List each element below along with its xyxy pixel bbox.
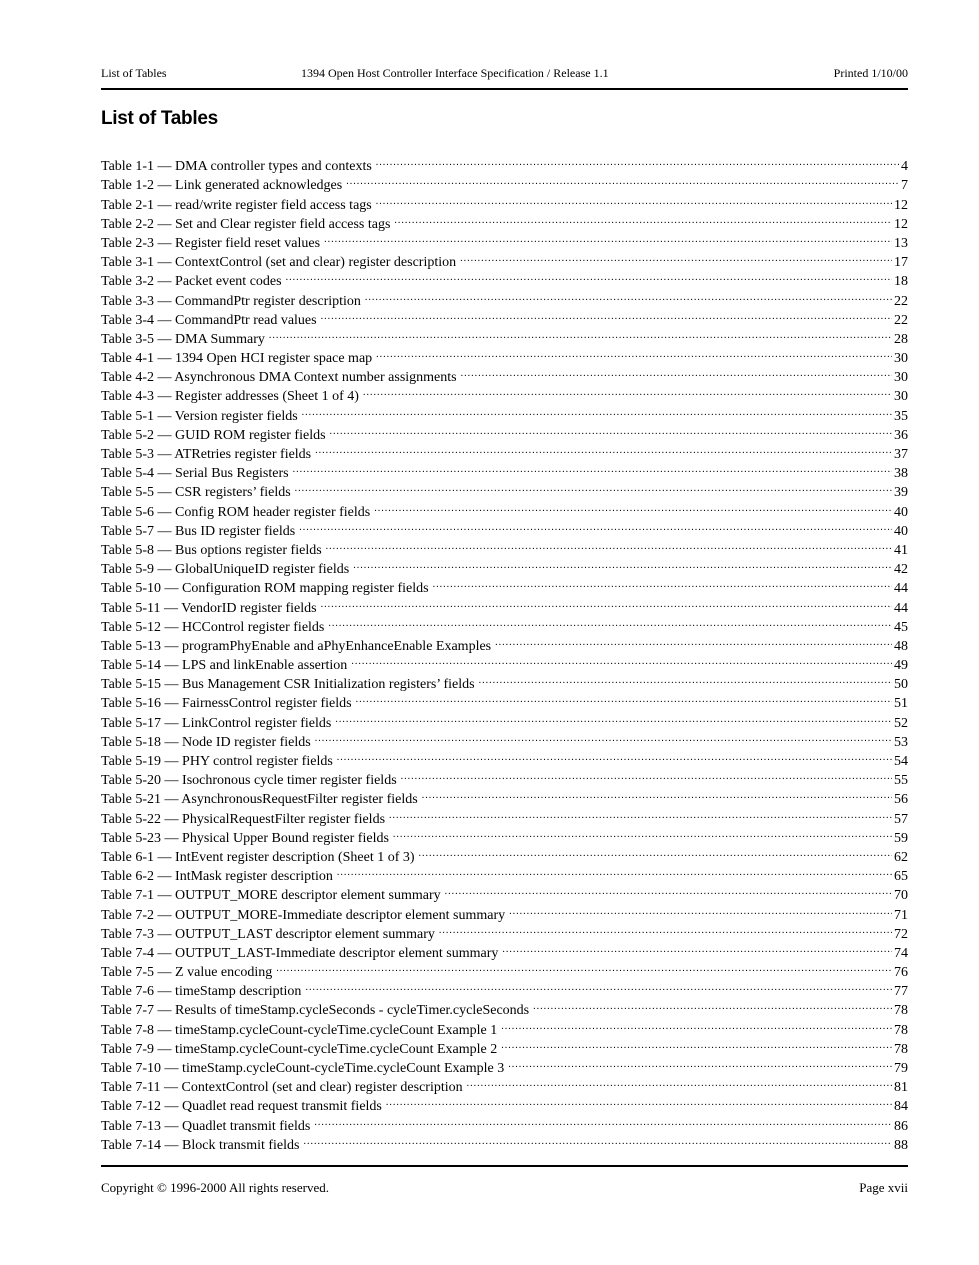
toc-entry-label: Table 5-15 — Bus Management CSR Initialization registers’ fields <box>101 677 475 693</box>
toc-entry-page: 30 <box>894 389 908 405</box>
dot-leader <box>315 727 892 746</box>
dot-leader <box>376 189 892 208</box>
toc-entry-page: 22 <box>894 312 908 328</box>
dot-leader <box>330 420 892 439</box>
dot-leader <box>321 592 892 611</box>
toc-entry-label: Table 4-1 — 1394 Open HCI register space map <box>101 351 373 367</box>
toc-entry-page: 30 <box>894 370 908 386</box>
dot-leader <box>302 400 892 419</box>
dot-leader <box>326 535 892 554</box>
toc-entry-page: 53 <box>894 734 908 750</box>
toc-entry-label: Table 6-1 — IntEvent register description (Sheet 1 of 3) <box>101 849 415 865</box>
dot-leader <box>299 516 892 535</box>
toc-entry-label: Table 5-16 — FairnessControl register fields <box>101 696 352 712</box>
toc-entry-label: Table 5-21 — AsynchronousRequestFilter register fields <box>101 792 418 808</box>
toc-entry-label: Table 5-9 — GlobalUniqueID register fields <box>101 562 350 578</box>
toc-entry-page: 78 <box>894 1022 908 1038</box>
toc-entry-label: Table 5-7 — Bus ID register fields <box>101 523 296 539</box>
toc-entry-page: 51 <box>894 696 908 712</box>
dot-leader <box>433 573 892 592</box>
dot-leader <box>269 324 892 343</box>
toc-entry-page: 79 <box>894 1061 908 1076</box>
toc-entry-page: 70 <box>894 888 908 904</box>
toc-entry-page: 44 <box>894 581 908 597</box>
toc-entry-label: Table 5-12 — HCControl register fields <box>101 619 325 635</box>
toc-entry-page: 74 <box>894 945 908 961</box>
toc-entry-page: 56 <box>894 792 908 808</box>
toc-entry-page: 76 <box>894 965 908 981</box>
toc-entry[interactable] <box>101 151 908 175</box>
toc-entry-label: Table 5-4 — Serial Bus Registers <box>101 466 289 482</box>
dot-leader <box>508 1053 892 1072</box>
toc-entry-page: 72 <box>894 926 908 942</box>
toc-entry-label: Table 5-17 — LinkControl register fields <box>101 715 332 731</box>
toc-entry-page: 30 <box>894 351 908 367</box>
toc-entry-label: Table 3-5 — DMA Summary <box>101 331 265 347</box>
toc-entry-label: Table 5-20 — Isochronous cycle timer register fields <box>101 773 397 789</box>
toc-entry-label: Table 5-19 — PHY control register fields <box>101 754 333 769</box>
dot-leader <box>337 861 892 880</box>
header-rule <box>101 88 908 90</box>
dot-leader <box>276 957 892 976</box>
toc-entry-label: Table 7-6 — timeStamp description <box>101 984 302 1000</box>
toc-entry-label: Table 5-1 — Version register fields <box>101 408 298 424</box>
toc-entry-label: Table 7-9 — timeStamp.cycleCount-cycleTime.cycleCount Example 2 <box>101 1041 498 1057</box>
dot-leader <box>351 650 892 669</box>
dot-leader <box>376 151 899 170</box>
dot-leader <box>479 669 892 688</box>
dot-leader <box>305 976 892 995</box>
dot-leader <box>419 842 892 861</box>
toc-entry-page: 36 <box>894 427 908 443</box>
dot-leader <box>501 1014 892 1033</box>
dot-leader <box>461 362 892 381</box>
dot-leader <box>365 285 892 304</box>
dot-leader <box>502 938 892 957</box>
toc-entry-label: Table 1-1 — DMA controller types and contexts <box>101 159 372 175</box>
dot-leader <box>363 381 892 400</box>
toc-entry-label: Table 5-10 — Configuration ROM mapping register fields <box>101 581 429 597</box>
toc-entry-page: 50 <box>894 677 908 693</box>
list-of-tables <box>101 151 908 1153</box>
dot-leader <box>422 784 892 803</box>
toc-entry-page: 44 <box>894 600 908 616</box>
header-document-title: 1394 Open Host Controller Interface Specification / Release 1.1 <box>301 66 609 80</box>
toc-entry-label: Table 7-8 — timeStamp.cycleCount-cycleTime.cycleCount Example 1 <box>101 1022 498 1038</box>
toc-entry-label: Table 5-8 — Bus options register fields <box>101 542 322 558</box>
toc-entry-page: 88 <box>894 1137 908 1153</box>
toc-entry-label: Table 5-13 — programPhyEnable and aPhyEnhanceEnable Examples <box>101 638 492 654</box>
toc-entry-label: Table 1-2 — Link generated acknowledges <box>101 178 343 194</box>
toc-entry-page: 17 <box>894 255 908 271</box>
dot-leader <box>439 919 892 938</box>
toc-entry-label: Table 5-5 — CSR registers’ fields <box>101 485 291 501</box>
toc-entry-page: 40 <box>894 523 908 539</box>
toc-entry-label: Table 3-3 — CommandPtr register description <box>101 293 361 309</box>
dot-leader <box>324 228 892 247</box>
toc-entry-label: Table 7-14 — Block transmit fields <box>101 1137 300 1153</box>
toc-entry-label: Table 7-4 — OUTPUT_LAST-Immediate descriptor element summary <box>101 945 499 961</box>
dot-leader <box>394 209 892 228</box>
dot-leader <box>328 612 892 631</box>
dot-leader <box>460 247 892 266</box>
toc-entry-page: 59 <box>894 830 908 846</box>
toc-entry-page: 65 <box>894 869 908 885</box>
dot-leader <box>314 1110 892 1129</box>
toc-entry-page: 18 <box>894 274 908 290</box>
toc-entry-page: 37 <box>894 447 908 462</box>
toc-entry-label: Table 5-3 — ATRetries register fields <box>101 447 312 462</box>
toc-entry-page: 45 <box>894 619 908 635</box>
toc-entry-page: 55 <box>894 773 908 789</box>
footer-page-number: Page xvii <box>859 1180 908 1195</box>
toc-entry-page: 78 <box>894 1041 908 1057</box>
toc-entry-page: 7 <box>901 178 908 194</box>
toc-entry-page: 13 <box>894 235 908 251</box>
toc-entry-label: Table 5-22 — PhysicalRequestFilter register fields <box>101 811 386 827</box>
toc-entry-page: 12 <box>894 216 908 232</box>
toc-entry-page: 39 <box>894 485 908 501</box>
header-section-title: List of Tables <box>101 66 167 80</box>
dot-leader <box>401 765 892 784</box>
toc-entry-label: Table 7-7 — Results of timeStamp.cycleSeconds - cycleTimer.cycleSeconds <box>101 1003 530 1019</box>
toc-entry-label: Table 7-1 — OUTPUT_MORE descriptor element summary <box>101 888 441 904</box>
toc-entry-label: Table 5-18 — Node ID register fields <box>101 734 311 750</box>
dot-leader <box>295 477 892 496</box>
footer-rule <box>101 1165 908 1167</box>
toc-entry-page: 81 <box>894 1080 908 1096</box>
dot-leader <box>495 631 892 650</box>
toc-entry-label: Table 4-2 — Asynchronous DMA Context number assignments <box>101 370 457 386</box>
dot-leader <box>467 1072 892 1091</box>
toc-entry-page: 42 <box>894 562 908 578</box>
toc-entry-label: Table 4-3 — Register addresses (Sheet 1 of 4) <box>101 389 359 405</box>
toc-entry-page: 57 <box>894 811 908 827</box>
toc-entry-page: 62 <box>894 849 908 865</box>
dot-leader <box>346 170 899 189</box>
dot-leader <box>445 880 892 899</box>
dot-leader <box>386 1091 892 1110</box>
toc-entry-page: 49 <box>894 658 908 674</box>
dot-leader <box>374 496 892 515</box>
toc-entry-label: Table 7-11 — ContextControl (set and clear) register description <box>101 1080 463 1096</box>
dot-leader <box>356 688 892 707</box>
dot-leader <box>337 746 892 765</box>
toc-entry-page: 54 <box>894 754 908 769</box>
dot-leader <box>286 266 892 285</box>
toc-entry-label: Table 5-23 — Physical Upper Bound register fields <box>101 830 389 846</box>
toc-entry-label: Table 7-12 — Quadlet read request transmit fields <box>101 1099 382 1115</box>
toc-entry-page: 48 <box>894 638 908 654</box>
toc-entry-label: Table 3-4 — CommandPtr read values <box>101 312 317 328</box>
toc-entry-page: 86 <box>894 1118 908 1134</box>
toc-entry-label: Table 7-5 — Z value encoding <box>101 965 273 981</box>
toc-entry-label: Table 7-10 — timeStamp.cycleCount-cycleTime.cycleCount Example 3 <box>101 1061 505 1076</box>
dot-leader <box>501 1034 892 1053</box>
toc-entry-label: Table 5-6 — Config ROM header register fields <box>101 504 371 520</box>
dot-leader <box>315 439 892 458</box>
toc-entry-page: 28 <box>894 331 908 347</box>
toc-entry-page: 78 <box>894 1003 908 1019</box>
dot-leader <box>509 899 892 918</box>
header-print-date: Printed 1/10/00 <box>833 66 908 80</box>
dot-leader <box>353 554 892 573</box>
toc-entry-page: 71 <box>894 907 908 923</box>
toc-entry-page: 77 <box>894 984 908 1000</box>
page-title: List of Tables <box>101 108 218 129</box>
dot-leader <box>335 707 892 726</box>
toc-entry-label: Table 2-2 — Set and Clear register field access tags <box>101 216 391 232</box>
toc-entry-label: Table 5-14 — LPS and linkEnable assertion <box>101 658 348 674</box>
toc-entry-page: 4 <box>901 159 908 175</box>
toc-entry-page: 38 <box>894 466 908 482</box>
footer-copyright: Copyright © 1996-2000 All rights reserved. <box>101 1180 329 1195</box>
dot-leader <box>376 343 892 362</box>
dot-leader <box>533 995 892 1014</box>
running-header <box>101 66 908 84</box>
dot-leader <box>303 1130 892 1149</box>
toc-entry-label: Table 7-13 — Quadlet transmit fields <box>101 1118 311 1134</box>
toc-entry-label: Table 5-2 — GUID ROM register fields <box>101 427 326 443</box>
toc-entry-page: 22 <box>894 293 908 309</box>
toc-entry-page: 40 <box>894 504 908 520</box>
toc-entry-label: Table 3-1 — ContextControl (set and clear) register description <box>101 255 457 271</box>
toc-entry-label: Table 3-2 — Packet event codes <box>101 274 282 290</box>
toc-entry-page: 84 <box>894 1099 908 1115</box>
toc-entry-label: Table 2-1 — read/write register field access tags <box>101 197 372 213</box>
toc-entry-label: Table 6-2 — IntMask register description <box>101 869 333 885</box>
toc-entry-page: 52 <box>894 715 908 731</box>
toc-entry-label: Table 5-11 — VendorID register fields <box>101 600 317 616</box>
dot-leader <box>389 803 892 822</box>
toc-entry-page: 41 <box>894 542 908 558</box>
toc-entry-label: Table 2-3 — Register field reset values <box>101 235 321 251</box>
toc-entry-label: Table 7-3 — OUTPUT_LAST descriptor element summary <box>101 926 435 942</box>
dot-leader <box>321 305 892 324</box>
dot-leader <box>393 823 892 842</box>
toc-entry-page: 12 <box>894 197 908 213</box>
dot-leader <box>293 458 892 477</box>
toc-entry-label: Table 7-2 — OUTPUT_MORE-Immediate descriptor element summary <box>101 907 506 923</box>
toc-entry-page: 35 <box>894 408 908 424</box>
